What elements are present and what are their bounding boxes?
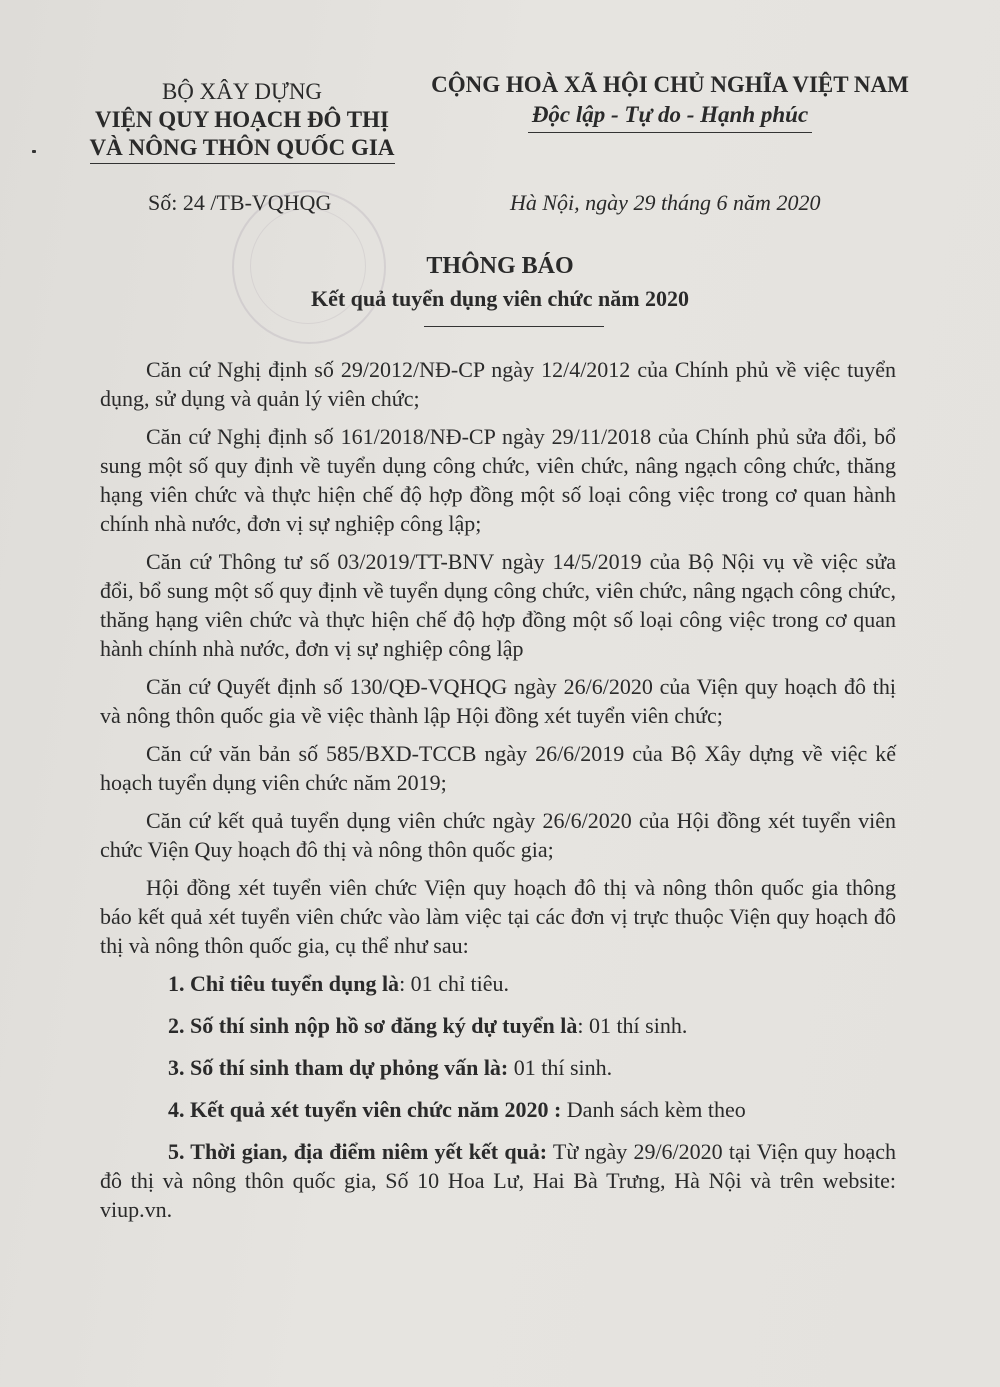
item-value: Danh sách kèm theo — [561, 1097, 746, 1122]
org-name-line1: VIỆN QUY HOẠCH ĐÔ THỊ — [95, 107, 389, 132]
issuing-agency-block — [82, 78, 402, 164]
announcement-paragraph: Hội đồng xét tuyển viên chức Viện quy hoạch đô thị và nông thôn quốc gia thông báo kết quả xét tuyển viên chức vào làm việc tại các đơn vị trực thuộc Viện quy hoạch đô thị và nông thôn quốc gia, cụ thể như sau: — [100, 875, 896, 958]
document-subtitle: Kết quả tuyển dụng viên chức năm 2020 — [310, 286, 690, 311]
item-label: 1. Chỉ tiêu tuyển dụng là — [168, 971, 400, 996]
org-name-line2: VÀ NÔNG THÔN QUỐC GIA — [90, 134, 395, 164]
document-body — [100, 355, 896, 1237]
title-underline — [424, 326, 604, 327]
list-item — [100, 1137, 896, 1224]
item-value: Từ ngày 29/6/2020 tại Viện quy hoạch đô thị và nông thôn quốc gia, Số 10 Hoa Lư, Hai Bà Trưng, Hà Nội và trên website: viup.vn. — [100, 1139, 897, 1222]
national-title-block — [420, 70, 920, 133]
place-and-date: Hà Nội, ngày 29 tháng 6 năm 2020 — [510, 190, 821, 215]
legal-basis-paragraph: Căn cứ Nghị định số 29/2012/NĐ-CP ngày 12/4/2012 của Chính phủ về việc tuyển dụng, sử dụng và quản lý viên chức; — [100, 357, 896, 411]
document-header — [0, 70, 1000, 170]
legal-basis-paragraph: Căn cứ Thông tư số 03/2019/TT-BNV ngày 14/5/2019 của Bộ Nội vụ về việc sửa đổi, bổ sung một số quy định về tuyển dụng công chức, viên chức, nâng ngạch công chức, thăng hạng viên chức và thực hiện chế độ hợp đồng một số loại công việc trong cơ quan hành chính nhà nước, đơn vị sự nghiệp công lập — [100, 549, 896, 661]
item-value: 01 thí sinh. — [508, 1055, 613, 1080]
list-item — [100, 1011, 896, 1040]
legal-basis-paragraph: Căn cứ Nghị định số 161/2018/NĐ-CP ngày 29/11/2018 của Chính phủ sửa đổi, bổ sung một số quy định về tuyển dụng công chức, viên chức, nâng ngạch công chức, thăng hạng viên chức và thực hiện chế độ hợp đồng một số loại công việc trong cơ quan hành chính nhà nước, đơn vị sự nghiệp công lập; — [100, 424, 896, 536]
legal-basis-paragraph: Căn cứ kết quả tuyển dụng viên chức ngày 26/6/2020 của Hội đồng xét tuyển viên chức Viện Quy hoạch đô thị và nông thôn quốc gia; — [100, 808, 896, 862]
list-item — [100, 969, 896, 998]
ministry-name: BỘ XÂY DỰNG — [161, 79, 323, 104]
list-item — [100, 1053, 896, 1082]
title-block — [0, 250, 1000, 327]
item-label: 5. Thời gian, địa điểm niêm yết kết quả: — [168, 1139, 548, 1164]
item-value: : 01 thí sinh. — [577, 1013, 688, 1038]
national-motto: Độc lập - Tự do - Hạnh phúc — [528, 100, 812, 133]
item-label: 4. Kết quả xét tuyển viên chức năm 2020 : — [168, 1097, 562, 1122]
item-label: 2. Số thí sinh nộp hồ sơ đăng ký dự tuyển là — [168, 1013, 578, 1038]
legal-basis-paragraph: Căn cứ văn bản số 585/BXD-TCCB ngày 26/6/2019 của Bộ Xây dựng về việc kế hoạch tuyển dụng viên chức năm 2019; — [100, 741, 896, 795]
list-item — [100, 1095, 896, 1124]
document-number: Số: 24 /TB-VQHQG — [148, 190, 332, 215]
country-name: CỘNG HOÀ XÃ HỘI CHỦ NGHĨA VIỆT NAM — [431, 72, 909, 97]
result-list — [100, 969, 896, 1224]
document-title: THÔNG BÁO — [426, 253, 574, 279]
item-label: 3. Số thí sinh tham dự phỏng vấn là: — [168, 1055, 509, 1080]
reference-line — [0, 190, 1000, 220]
item-value: : 01 chỉ tiêu. — [399, 971, 510, 996]
legal-basis-paragraph: Căn cứ Quyết định số 130/QĐ-VQHQG ngày 26/6/2020 của Viện quy hoạch đô thị và nông thôn quốc gia về việc thành lập Hội đồng xét tuyển viên chức; — [100, 674, 896, 728]
